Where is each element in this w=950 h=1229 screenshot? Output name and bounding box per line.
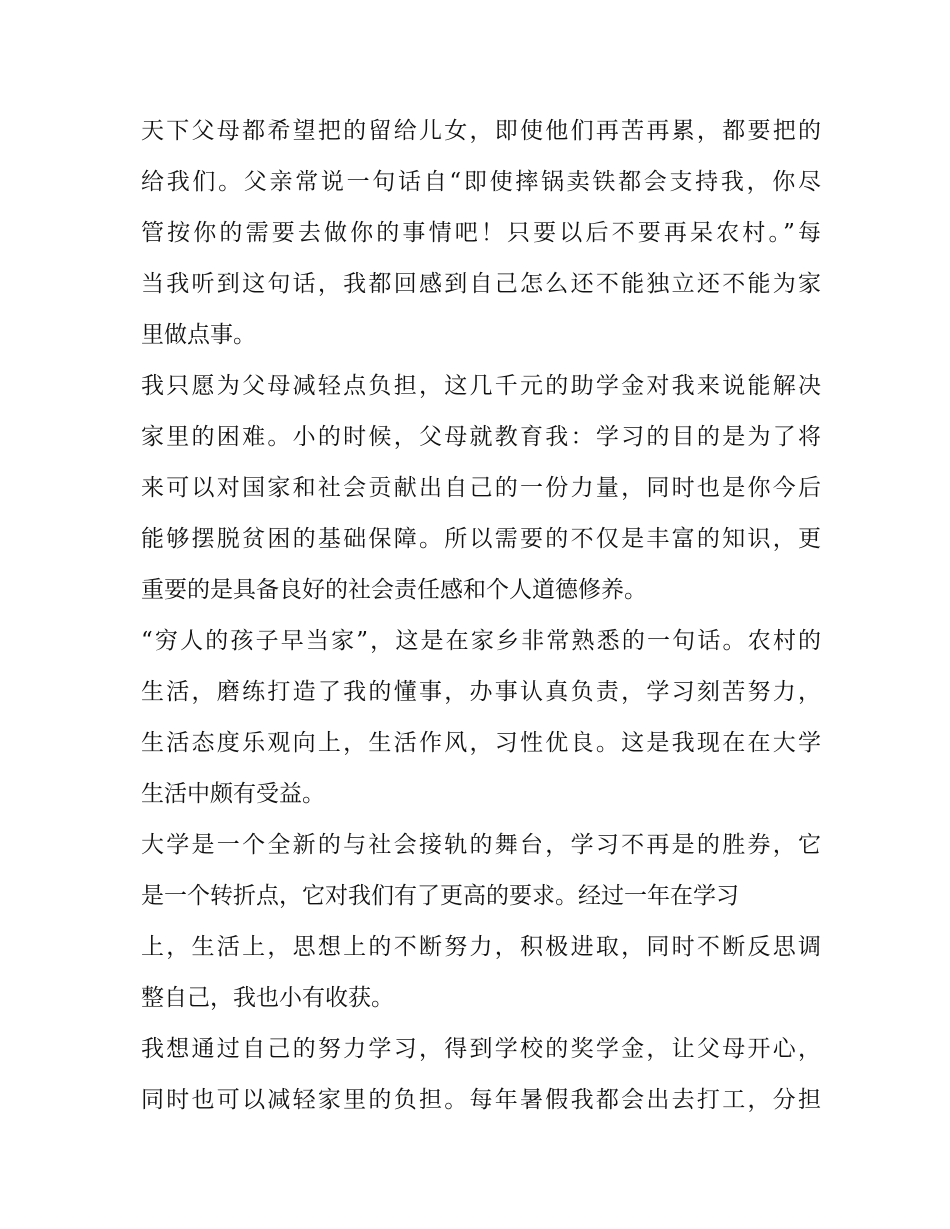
text-line: 能够摆脱贫困的基础保障。所以需要的不仅是丰富的知识，更 — [141, 526, 821, 552]
text-line: 里做点事。 — [141, 322, 256, 348]
text-line: 生活，磨练打造了我的懂事，办事认真负责，学习刻苦努力， — [141, 679, 821, 705]
text-line: 重要的是具备良好的社会责任感和个人道德修养。 — [141, 577, 647, 603]
body-text — [141, 106, 821, 1126]
text-line: 天下父母都希望把的留给儿女，即使他们再苦再累，都要把的 — [141, 118, 821, 144]
text-line: 生活中颇有受益。 — [141, 781, 325, 807]
text-line: 上，生活上，思想上的不断努力，积极进取，同时不断反思调 — [141, 934, 821, 960]
text-line: 来可以对国家和社会贡献出自己的一份力量，同时也是你今后 — [141, 475, 821, 501]
text-line: 家里的困难。小的时候，父母就教育我：学习的目的是为了将 — [141, 424, 821, 450]
text-line: 是一个转折点，它对我们有了更高的要求。经过一年在学习 — [141, 883, 739, 909]
text-line: 整自己，我也小有收获。 — [141, 985, 394, 1011]
text-line: 我想通过自己的努力学习，得到学校的奖学金，让父母开心， — [141, 1036, 821, 1062]
text-line: 我只愿为父母减轻点负担，这几千元的助学金对我来说能解决 — [141, 373, 821, 399]
text-line: 管按你的需要去做你的事情吧！只要以后不要再呆农村。”每 — [141, 220, 821, 246]
text-line: 给我们。父亲常说一句话自“即使摔锅卖铁都会支持我，你尽 — [141, 169, 821, 195]
text-line: 大学是一个全新的与社会接轨的舞台，学习不再是的胜券，它 — [141, 832, 821, 858]
text-line: “穷人的孩子早当家”，这是在家乡非常熟悉的一句话。农村的 — [141, 628, 821, 654]
text-line: 同时也可以减轻家里的负担。每年暑假我都会出去打工，分担 — [141, 1087, 821, 1113]
text-line: 当我听到这句话，我都回感到自己怎么还不能独立还不能为家 — [141, 271, 821, 297]
text-line: 生活态度乐观向上，生活作风，习性优良。这是我现在在大学 — [141, 730, 821, 756]
